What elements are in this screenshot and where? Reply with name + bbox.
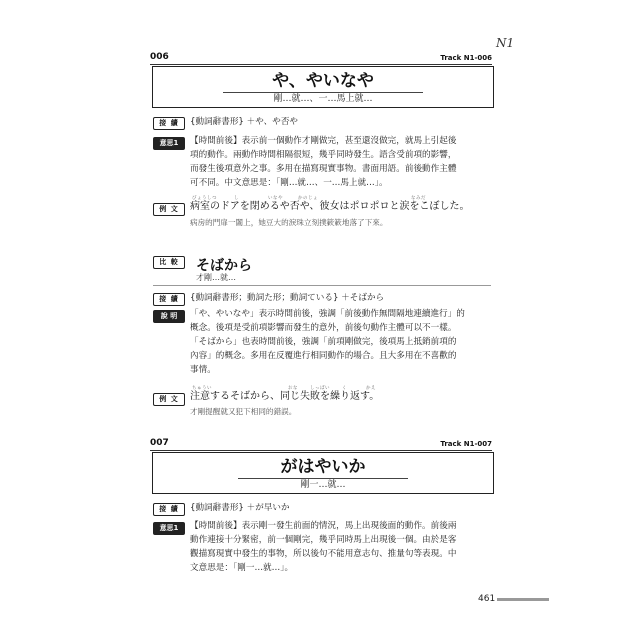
entry-subtitle: 剛一…就… (238, 478, 408, 491)
ruby-text: びょうしつ (192, 196, 217, 201)
ruby-text: かのじょ (298, 196, 318, 201)
meaning-tag: 意思1 (153, 522, 185, 535)
explain-line: 「そばから」也表時間前後，強調「前項剛做完，後項馬上抵銷前項的 (190, 337, 457, 347)
ruby-text: いなや (268, 196, 283, 201)
explain-line: 事情。 (190, 365, 216, 375)
connect-text: {動詞辭書形；動詞た形；動詞ている} ＋そばから (190, 293, 385, 303)
meaning-text (190, 134, 490, 190)
compare-word: そばから (196, 258, 252, 274)
explain-text (190, 307, 490, 377)
meaning-line: 【時間前後】表示前一個動作才剛做完，甚至還沒做完，就馬上引起後 (190, 136, 457, 146)
ruby-text: かえ (366, 386, 376, 391)
connect-text: {動詞辭書形} ＋が早いか (190, 503, 290, 513)
track-label: Track N1-007 (440, 440, 492, 448)
entry-title-box (152, 66, 494, 108)
connect-tag: 接 續 (153, 503, 185, 516)
meaning-line: 文意思是：「剛一…就…」。 (190, 563, 294, 573)
example-tag: 例 文 (153, 203, 185, 216)
connect-text: {動詞辭書形} ＋や、や否や (190, 117, 299, 127)
ruby-text: しっぱい (310, 386, 330, 391)
ruby-text: おな (288, 386, 298, 391)
meaning-line: 動作連接十分緊密，前一個剛完，幾乎同時馬上出現後一個。由於是客 (190, 535, 457, 545)
entry-divider (150, 64, 492, 65)
explain-line: 內容」的概念。多用在反覆進行相同動作的場合。且大多用在不喜歡的 (190, 351, 457, 361)
ruby-text: ちゅうい (192, 386, 212, 391)
connect-tag: 接 續 (153, 293, 185, 306)
example-translation: 病房的門扉一闔上，她豆大的淚珠立刻撲簌簌地落了下來。 (190, 218, 388, 227)
entry-number: 007 (150, 438, 169, 448)
meaning-line: 觀描寫現實中發生的事物，所以後句不能用意志句、推量句等表現。中 (190, 549, 457, 559)
entry-title-box (152, 452, 494, 494)
explain-line: 「や、やいなや」表示時間前後，強調「前後動作無間隔地連續進行」的 (190, 309, 465, 319)
page-bar (497, 598, 549, 601)
entry-divider (150, 450, 492, 451)
compare-meaning: 才剛…就… (196, 273, 236, 282)
meaning-line: 可不同。中文意思是：「剛…就…、一…馬上就…」。 (190, 178, 388, 188)
entry-subtitle: 剛…就…、一…馬上就… (223, 92, 423, 105)
ruby-text: し (234, 196, 239, 201)
meaning-tag: 意思1 (153, 137, 185, 150)
meaning-text (190, 519, 490, 575)
example-translation: 才剛提醒就又犯下相同的錯誤。 (190, 407, 297, 416)
page-number: 461 (478, 594, 496, 604)
example-sentence: 病室のドアを閉めるや否や、彼女はポロポロと涙をこぼした。 (190, 201, 470, 212)
entry-title: や、やいなや (272, 71, 374, 91)
track-label: Track N1-006 (440, 54, 492, 62)
level-mark: N1 (496, 36, 515, 50)
ruby-text: く (342, 386, 347, 391)
compare-tag: 比 較 (153, 256, 185, 269)
explain-tag: 說 明 (153, 310, 185, 323)
meaning-line: 【時間前後】表示剛一發生前面的情況，馬上出現後面的動作。前後兩 (190, 521, 457, 531)
ruby-text: なみだ (411, 196, 426, 201)
connect-tag: 接 續 (153, 117, 185, 130)
meaning-line: 而發生後項意外之事。多用在描寫現實事物。書面用語。前後動作主體 (190, 164, 457, 174)
entry-number: 006 (150, 52, 169, 62)
compare-divider (153, 285, 491, 286)
meaning-line: 項的動作。兩動作時間相隔很短，幾乎同時發生。語含受前項的影響， (190, 150, 457, 160)
entry-title: がはやいか (280, 457, 366, 477)
example-tag: 例 文 (153, 393, 185, 406)
explain-line: 概念。後項是受前項影響而發生的意外，前後句動作主體可以不一樣。 (190, 323, 457, 333)
example-sentence: 注意するそばから、同じ失敗を繰り返す。 (190, 391, 380, 402)
